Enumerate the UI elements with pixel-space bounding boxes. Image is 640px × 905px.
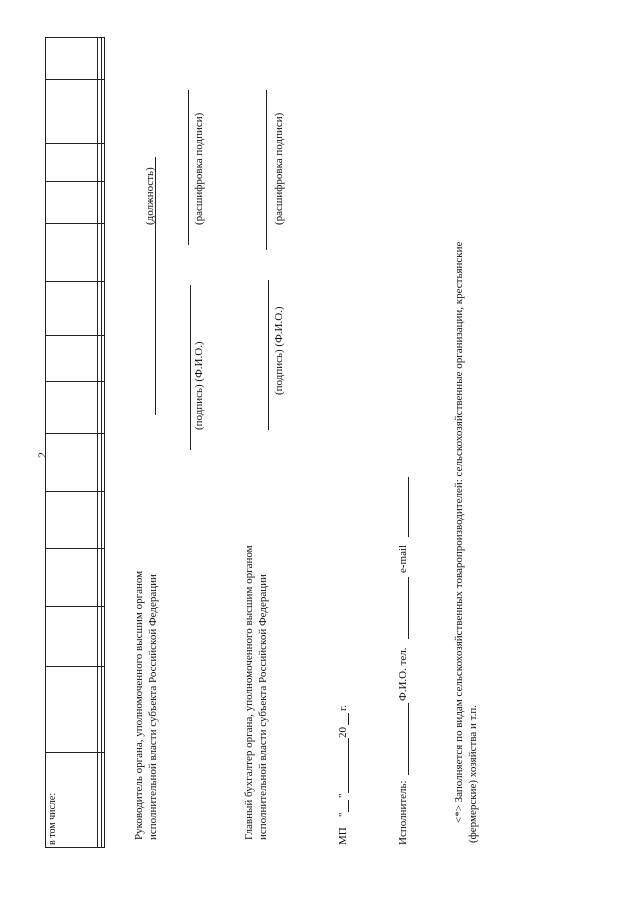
head-title-line2: исполнительной власти субъекта Российской Федерации xyxy=(147,574,159,840)
accountant-sign-label: (подпись) (Ф.И.О.) xyxy=(273,306,285,395)
summary-table xyxy=(45,37,105,848)
date-quote-close: " xyxy=(337,793,349,798)
date-year-suffix: г. xyxy=(337,704,349,711)
stamp-mp: МП xyxy=(337,827,349,845)
accountant-title-line2: исполнительной власти субъекта Российской Федерации xyxy=(257,574,269,840)
date-year-line xyxy=(348,713,349,725)
executor-fio-tel: Ф.И.О. тел. xyxy=(397,647,409,701)
head-decode-line xyxy=(188,90,189,245)
date-month-line xyxy=(348,738,349,793)
executor-label: Исполнитель: xyxy=(397,780,409,845)
date-quote-open: " xyxy=(337,812,349,817)
head-position-label: (должность) xyxy=(144,167,156,225)
executor-email-line xyxy=(408,477,409,537)
page-number: 2 xyxy=(35,452,49,458)
accountant-sign-line xyxy=(268,280,269,430)
head-sign-line xyxy=(190,285,191,450)
date-day-line xyxy=(348,800,349,812)
table-row-label: в том числе: xyxy=(46,753,98,848)
executor-phone-line xyxy=(408,577,409,639)
accountant-decode-line xyxy=(266,90,267,250)
head-sign-label: (подпись) (Ф.И.О.) xyxy=(193,341,205,430)
head-decode-label: (расшифровка подписи) xyxy=(193,112,205,225)
head-title-line1: Руководитель органа, уполномоченного высшим органом xyxy=(133,570,145,840)
footnote-line1: <*> Заполняется по видам сельскохозяйственных товаропроизводителей: сельскохозяйственные организации, крестьянские xyxy=(453,241,465,823)
accountant-decode-label: (расшифровка подписи) xyxy=(273,112,285,225)
table-row xyxy=(46,38,98,848)
footnote-line2: (фермерские) хозяйства и т.п. xyxy=(467,704,479,843)
executor-name-line xyxy=(408,703,409,775)
accountant-title-line1: Главный бухгалтер органа, уполномоченного высшим органом xyxy=(243,545,255,840)
date-year-prefix: 20 xyxy=(337,727,349,738)
executor-email: e-mail xyxy=(397,544,409,573)
table-row xyxy=(101,38,104,848)
